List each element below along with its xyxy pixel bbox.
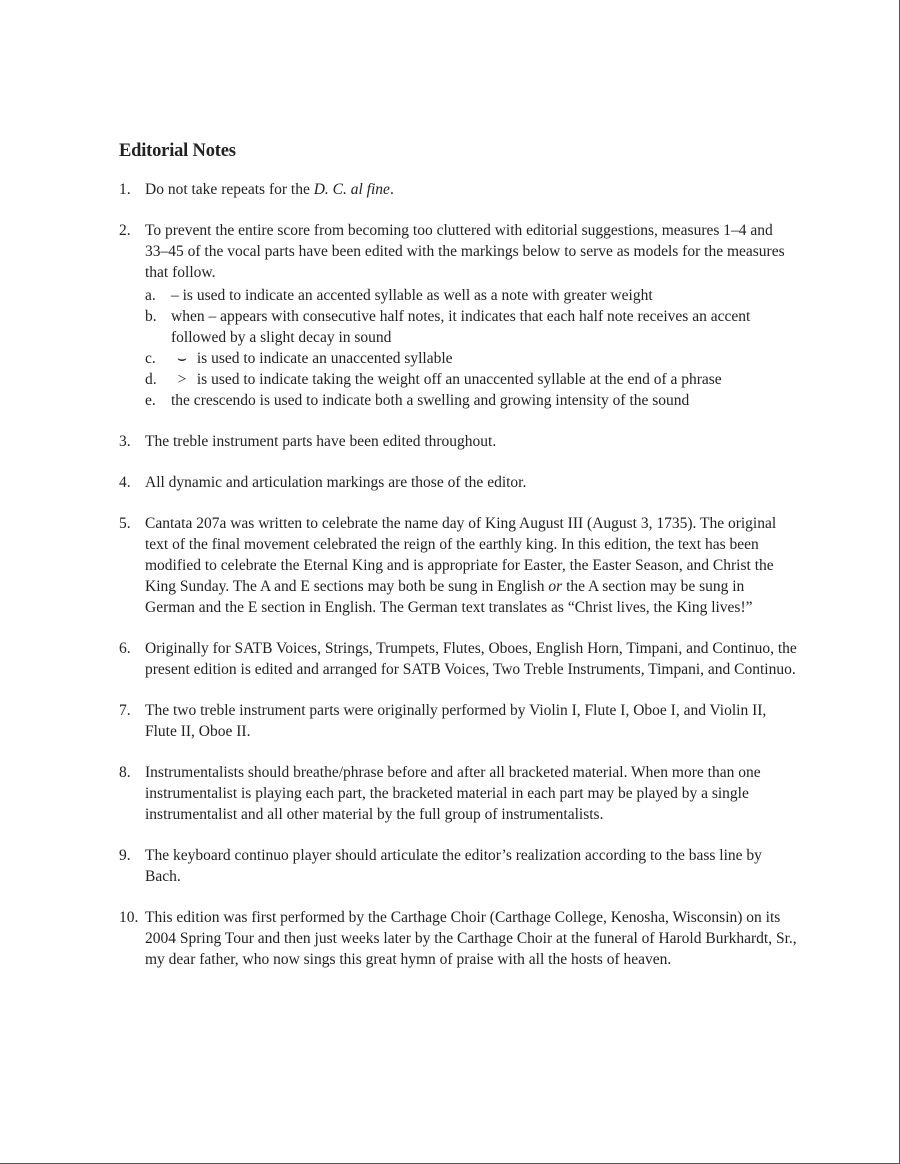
note-4 <box>119 472 797 493</box>
note-number: 4. <box>119 474 131 491</box>
note-text: This edition was first performed by the Carthage Choir (Carthage College, Kenosha, Wisconsin) on its 2004 Spring Tour and then just weeks later by the Carthage Choir at the funeral of Harold Burkhardt, Sr., my dear father, who now sings this great hymn of praise with all the hosts of heaven. <box>145 909 797 968</box>
note-text: Originally for SATB Voices, Strings, Trumpets, Flutes, Oboes, English Horn, Timpani, and Continuo, the present edition is edited and arranged for SATB Voices, Two Treble Instruments, Timpani, and Continuo. <box>145 640 797 678</box>
note-text-part: Do not take repeats for the <box>145 181 314 198</box>
sub-letter: a. <box>145 287 156 304</box>
sub-text: the crescendo is used to indicate both a swelling and growing intensity of the sound <box>171 392 690 409</box>
note-5 <box>119 513 797 618</box>
note-text: To prevent the entire score from becoming too cluttered with editorial suggestions, measures 1–4 and 33–45 of the vocal parts have been edited with the markings below to serve as models for the measures that follow. <box>145 222 785 281</box>
note-number: 6. <box>119 640 131 657</box>
note-7 <box>119 700 797 742</box>
note-number: 1. <box>119 181 131 198</box>
note-text: The treble instrument parts have been edited throughout. <box>145 433 497 450</box>
note-2 <box>119 220 797 411</box>
note-number: 7. <box>119 702 131 719</box>
note-text-part: . <box>389 181 394 198</box>
sub-item-a <box>145 285 797 306</box>
note-text-italic: or <box>548 578 563 595</box>
page-title: Editorial Notes <box>119 141 236 161</box>
sub-text: is used to indicate an unaccented syllable <box>196 350 453 367</box>
note-8 <box>119 762 797 825</box>
note-number: 3. <box>119 433 131 450</box>
note-number: 9. <box>119 847 131 864</box>
sub-text: when – appears with consecutive half notes, it indicates that each half note receives an accent followed by a slight decay in sound <box>171 308 751 346</box>
note-text-part: the A section may be sung in German and the E section in English. The German text translates as “Christ lives, the King lives!” <box>145 578 753 616</box>
note-text-part: Cantata 207a was written to celebrate the name day of King August III (August 3, 1735). The original text of the final movement celebrated the reign of the earthly king. In this edition, the text has been modified to celebrate the Eternal King and is appropriate for Easter, the Easter Season, and Christ the King Sunday. The A and E sections may both be sung in English <box>145 515 777 595</box>
note-1 <box>119 179 797 200</box>
note-text <box>145 513 797 618</box>
note-body <box>145 220 797 411</box>
note-text: The two treble instrument parts were originally performed by Violin I, Flute I, Oboe I, and Violin II, Flute II, Oboe II. <box>145 702 767 740</box>
note-9 <box>119 845 797 887</box>
sub-list <box>145 285 797 411</box>
sub-item-d <box>145 369 797 390</box>
note-3 <box>119 431 797 452</box>
note-number: 10. <box>119 909 139 926</box>
note-number: 2. <box>119 222 131 239</box>
editorial-notes-list <box>119 179 797 990</box>
note-10 <box>119 907 797 970</box>
sub-item-b <box>145 306 797 348</box>
note-6 <box>119 638 797 680</box>
unaccented-mark: ⌣ <box>176 350 188 367</box>
sub-text: is used to indicate taking the weight off an unaccented syllable at the end of a phrase <box>196 371 722 388</box>
sub-letter: e. <box>145 392 156 409</box>
sub-letter: c. <box>145 350 156 367</box>
note-text: Instrumentalists should breathe/phrase before and after all bracketed material. When more than one instrumentalist is playing each part, the bracketed material in each part may be played by a single instrumentalist and all other material by the full group of instrumentalists. <box>145 764 761 823</box>
note-number: 8. <box>119 764 131 781</box>
note-text-italic: D. C. al fine <box>313 181 390 198</box>
sub-item-e <box>145 390 797 411</box>
sub-letter: d. <box>145 371 157 388</box>
sub-text: – is used to indicate an accented syllable as well as a note with greater weight <box>171 287 653 304</box>
note-text: The keyboard continuo player should articulate the editor’s realization according to the bass line by Bach. <box>145 847 762 885</box>
note-text: All dynamic and articulation markings are those of the editor. <box>145 474 527 491</box>
sub-item-c <box>145 348 797 369</box>
note-number: 5. <box>119 515 131 532</box>
decrescendo-mark: > <box>177 371 187 388</box>
note-text <box>145 179 797 200</box>
sub-letter: b. <box>145 308 157 325</box>
